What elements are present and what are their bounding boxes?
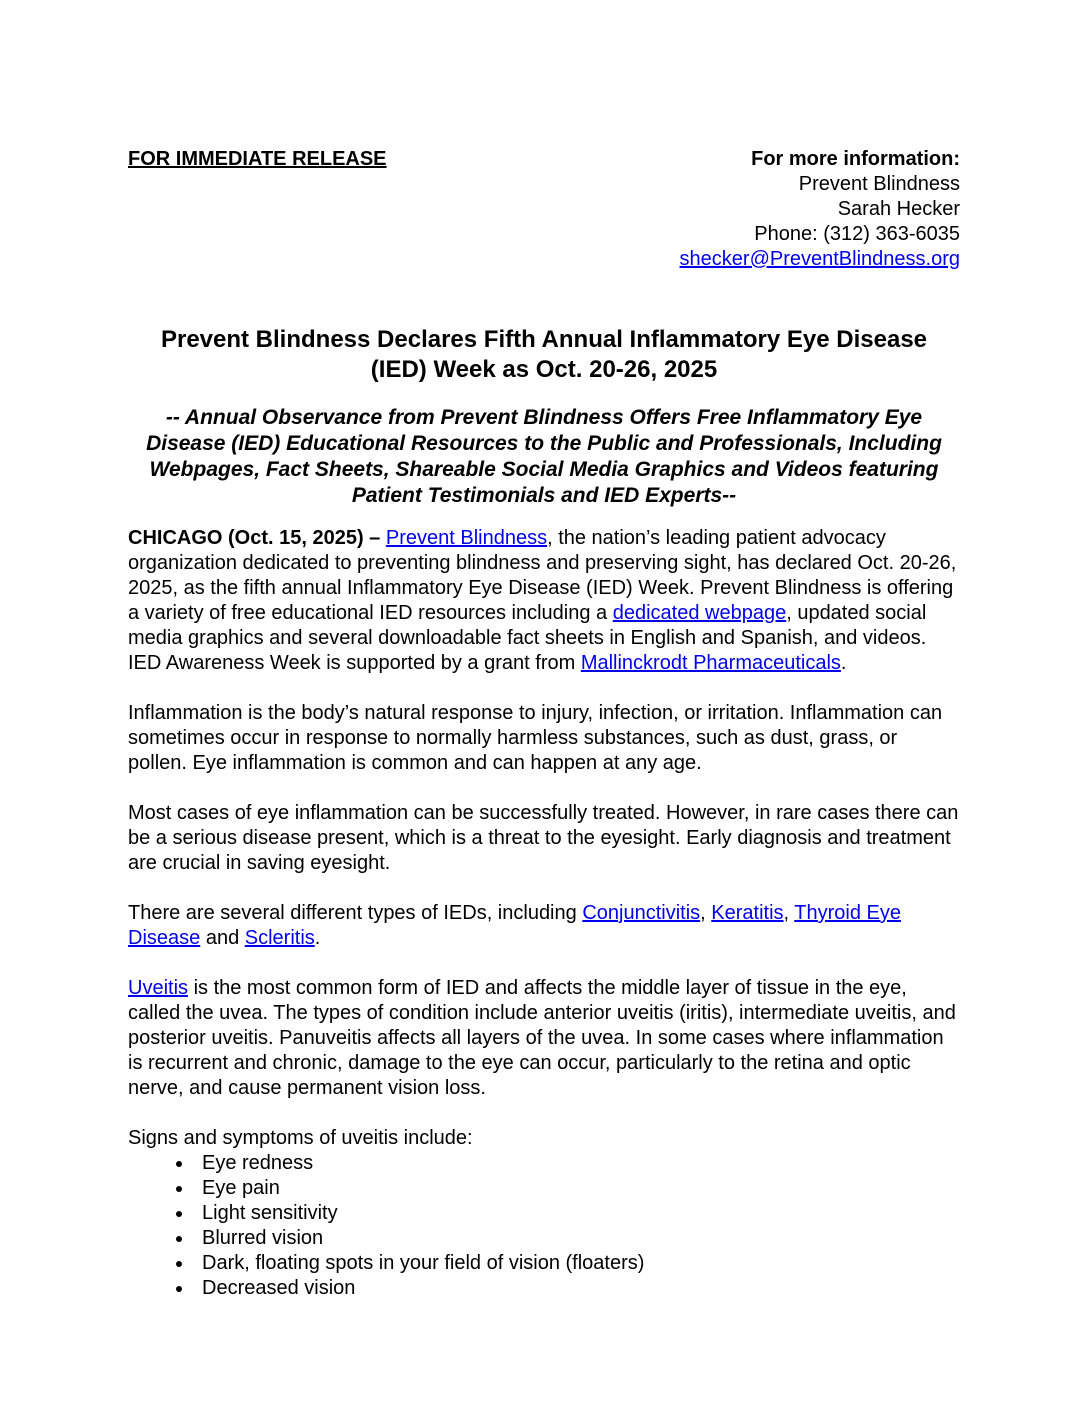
document-title — [128, 325, 960, 385]
text-line: Phone: (312) 363-6035 — [754, 223, 960, 245]
link-mallinckrodt-pharmaceuticals[interactable]: Mallinckrodt Pharmaceuticals — [580, 652, 841, 674]
symptom-item: • Decreased vision — [194, 1276, 960, 1301]
contact-email-row — [680, 247, 960, 272]
document-subtitle — [128, 405, 960, 509]
text-line: Prevent Blindness Declares Fifth Annual Inflammatory Eye Disease — [160, 326, 928, 353]
text-line: Sarah Hecker — [837, 198, 960, 220]
paragraph-dateline — [128, 526, 960, 676]
symptom-item: • Light sensitivity — [194, 1201, 960, 1226]
link-keratitis[interactable]: Keratitis — [711, 902, 784, 924]
link-scleritis[interactable]: Scleritis — [244, 927, 315, 949]
symptom-item: • Blurred vision — [194, 1226, 960, 1251]
symptom-item: • Eye redness — [194, 1151, 960, 1176]
link-dedicated-webpage[interactable]: dedicated webpage — [612, 602, 787, 624]
text-line: -- Annual Observance from Prevent Blindness Offers Free Inflammatory Eye — [165, 406, 923, 429]
symptoms-intro: Signs and symptoms of uveitis include: — [128, 1127, 473, 1149]
text-run: , — [700, 902, 712, 924]
text-run: is the most common form of IED and affects the middle layer of tissue in the eye, called the uvea. The types of condition include anterior uveitis (iritis), intermediate uveitis, and posterior uveitis. Panuveitis affects all layers of the uvea. In some cases where inflammation is recurrent and chronic, damage to the eye can occur, particularly to the retina and optic nerve, and cause permanent vision loss. — [128, 977, 956, 1099]
document-header — [128, 147, 960, 272]
text-run: and — [200, 927, 245, 949]
bold-text-run: CHICAGO (Oct. 15, 2025) – — [128, 527, 386, 549]
paragraph-ied-types — [128, 901, 960, 951]
contact-block — [680, 147, 960, 272]
text-run: , the nation’s leading patient advocacy organization dedicated to preventing blindness and preserving sight, has declared Oct. 20-26, 2025, as the fifth annual Inflammatory Eye Disease (IED) Week. Prevent Blindness is offering a variety of free educational IED resources including a — [128, 527, 957, 624]
text-run: . — [840, 652, 847, 674]
paragraph-treatment: Most cases of eye inflammation can be successfully treated. However, in rare cases there can be a serious disease present, which is a threat to the eyesight. Early diagnosis and treatment are crucial in saving eyesight. — [128, 802, 959, 874]
text-run: , updated social media graphics and several downloadable fact sheets in English and Spanish, and videos. IED Awareness Week is supported by a grant from — [128, 602, 927, 674]
text-line: Webpages, Fact Sheets, Shareable Social Media Graphics and Videos featuring — [149, 458, 939, 481]
symptom-item: • Eye pain — [194, 1176, 960, 1201]
symptom-item: • Dark, floating spots in your field of vision (floaters) — [194, 1251, 960, 1276]
text-line: Disease (IED) Educational Resources to the Public and Professionals, Including — [146, 432, 942, 455]
contact-email-link[interactable]: shecker@PreventBlindness.org — [679, 248, 960, 270]
contact-heading: For more information: — [751, 148, 960, 170]
release-label: FOR IMMEDIATE RELEASE — [128, 148, 387, 170]
text-line: (IED) Week as Oct. 20-26, 2025 — [370, 356, 718, 383]
text-run: . — [314, 927, 321, 949]
text-run: , — [783, 902, 795, 924]
link-thyroid-eye-disease[interactable]: Thyroid Eye Disease — [128, 902, 901, 949]
symptoms-list — [128, 1151, 960, 1301]
text-run: There are several different types of IEDs, including — [128, 902, 583, 924]
text-line: Prevent Blindness — [798, 173, 960, 195]
link-prevent-blindness[interactable]: Prevent Blindness — [385, 527, 548, 549]
text-line: Patient Testimonials and IED Experts-- — [351, 484, 737, 507]
contact-lines — [680, 172, 960, 247]
link-uveitis[interactable]: Uveitis — [128, 977, 189, 999]
paragraph-inflammation-overview: Inflammation is the body’s natural response to injury, infection, or irritation. Inflammation can sometimes occur in response to normally harmless substances, such as dust, grass, or pollen. Eye inflammation is common and can happen at any age. — [128, 702, 943, 774]
link-conjunctivitis[interactable]: Conjunctivitis — [582, 902, 701, 924]
paragraph-uveitis — [128, 976, 960, 1101]
